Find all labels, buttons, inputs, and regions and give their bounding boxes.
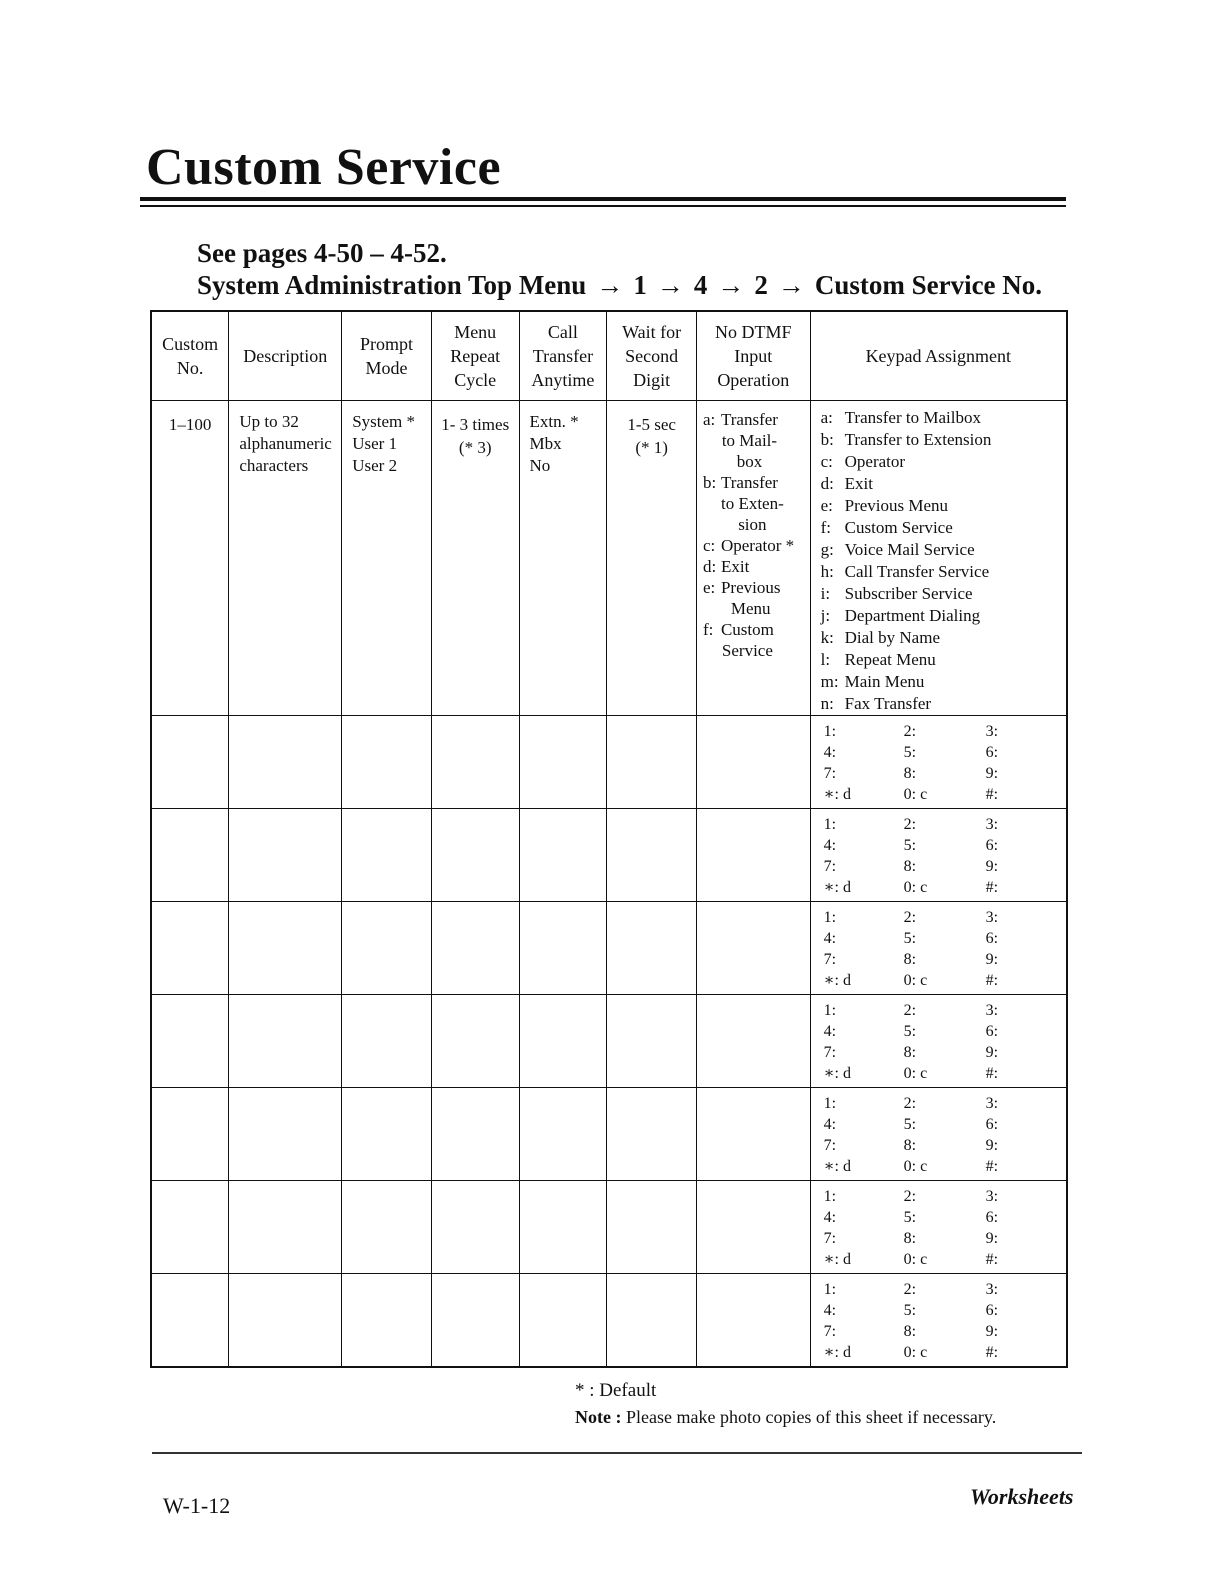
keypad-slot: 4: [823, 837, 837, 854]
keypad-option [821, 495, 1062, 517]
column-header-line: Wait for [622, 322, 682, 342]
blank-cell [607, 716, 697, 809]
keypad-option [821, 451, 1062, 473]
column-header-line: Keypad Assignment [865, 346, 1012, 366]
keypad-slot: 5: [903, 1209, 917, 1226]
page-number: W-1-12 [163, 1493, 231, 1518]
column-header-line: Operation [717, 370, 790, 390]
page-title: Custom Service [146, 139, 502, 196]
see-pages-reference: See pages 4-50 – 4-52. [197, 238, 447, 268]
blank-cell [431, 1088, 519, 1181]
keypad-slot: ∗: d [823, 972, 851, 989]
option-label [721, 535, 794, 556]
option-label-line: Previous [720, 578, 781, 597]
keypad-grid [812, 1182, 1065, 1272]
blank-cell [342, 1088, 432, 1181]
column-header-line: Cycle [454, 370, 497, 390]
option-key: f: [702, 620, 714, 639]
nav-step: System Administration Top Menu [197, 270, 587, 300]
keypad-slot: 2: [903, 1188, 917, 1205]
keypad-slot: 1: [823, 1095, 837, 1112]
option-label [721, 409, 778, 472]
option-key: f: [820, 518, 832, 537]
blank-cell [519, 1088, 607, 1181]
keypad-slot: #: [985, 1158, 999, 1175]
option-key: i: [820, 584, 831, 603]
nav-step: 1 [633, 270, 647, 300]
option-label: Call Transfer Service [844, 562, 990, 581]
keypad-slot: 6: [985, 1302, 999, 1319]
option-label-line: Exit [720, 557, 750, 576]
keypad-slot: 1: [823, 909, 837, 926]
keypad-option [821, 605, 1062, 627]
option-key: k: [820, 628, 834, 647]
cell-line: Up to 32 [239, 412, 299, 431]
blank-cell [431, 1274, 519, 1368]
arrow-icon: → [596, 270, 624, 300]
column-header-line: Description [243, 346, 328, 366]
option-key: a: [820, 408, 833, 427]
call-transfer-options [519, 401, 607, 716]
keypad-option [821, 649, 1062, 671]
keypad-slot: ∗: d [823, 1065, 851, 1082]
keypad-slot: 6: [985, 1209, 999, 1226]
keypad-slot: 0: c [903, 1251, 928, 1268]
keypad-slot: 8: [903, 1044, 917, 1061]
keypad-slot: 8: [903, 1323, 917, 1340]
option-label-line: Transfer [720, 410, 778, 429]
option-label: Exit [844, 474, 873, 493]
keypad-grid-cell [810, 716, 1067, 809]
column-header-line: Second [625, 346, 679, 366]
column-header-line: Transfer [532, 346, 594, 366]
keypad-slot: 9: [985, 951, 999, 968]
menu-navigation-path [197, 270, 1042, 301]
option-label-line: to Exten- [720, 494, 784, 513]
column-header [431, 311, 519, 401]
blank-cell [151, 1274, 229, 1368]
option-label: Operator [844, 452, 906, 471]
blank-cell [696, 809, 810, 902]
keypad-slot: 4: [823, 1023, 837, 1040]
blank-entry-row [151, 1181, 1067, 1274]
keypad-slot: 4: [823, 1209, 837, 1226]
keypad-slot: 7: [823, 858, 837, 875]
keypad-slot: 5: [903, 1302, 917, 1319]
option-label: Transfer to Extension [844, 430, 992, 449]
blank-entry-row [151, 902, 1067, 995]
column-header [519, 311, 607, 401]
blank-cell [229, 716, 342, 809]
no-dtmf-option [703, 619, 808, 661]
keypad-slot: 8: [903, 765, 917, 782]
cell-line: User 1 [352, 434, 398, 453]
keypad-slot: #: [985, 786, 999, 803]
blank-cell [696, 1274, 810, 1368]
option-label: Previous Menu [844, 496, 949, 515]
blank-cell [696, 1181, 810, 1274]
option-label-line: Menu [730, 599, 771, 618]
keypad-option [821, 561, 1062, 583]
option-key: e: [702, 578, 716, 597]
column-header [607, 311, 697, 401]
table-header-row [151, 311, 1067, 401]
keypad-slot: 5: [903, 744, 917, 761]
option-label-line: Operator * [720, 536, 795, 555]
cell-line: (* 1) [635, 438, 668, 457]
keypad-slot: 7: [823, 1323, 837, 1340]
keypad-option [821, 583, 1062, 605]
column-header [810, 311, 1067, 401]
column-header-line: Custom [162, 334, 219, 354]
keypad-slot: 9: [985, 858, 999, 875]
arrow-icon: → [777, 270, 805, 300]
blank-cell [431, 716, 519, 809]
cell-line: (* 3) [458, 438, 492, 457]
cell-line: 1- 3 times [441, 415, 510, 434]
option-key: d: [702, 557, 717, 576]
blank-cell [229, 995, 342, 1088]
keypad-slot: 4: [823, 744, 837, 761]
option-key: j: [820, 606, 831, 625]
keypad-slot: #: [985, 1065, 999, 1082]
column-header [342, 311, 432, 401]
keypad-grid [812, 903, 1065, 993]
wait-digit-options [607, 401, 697, 716]
cell-line: Mbx [529, 434, 562, 453]
keypad-slot: 2: [903, 909, 917, 926]
column-header-line: Digit [633, 370, 671, 390]
blank-cell [342, 1181, 432, 1274]
keypad-slot: 9: [985, 1323, 999, 1340]
blank-cell [607, 995, 697, 1088]
keypad-grid [812, 996, 1065, 1086]
blank-cell [519, 1274, 607, 1368]
keypad-slot: ∗: d [823, 879, 851, 896]
blank-entry-row [151, 809, 1067, 902]
option-key: c: [820, 452, 833, 471]
custom-no-range: 1–100 [151, 401, 229, 716]
option-label [721, 556, 749, 577]
keypad-grid-cell [810, 902, 1067, 995]
keypad-option [821, 407, 1062, 429]
keypad-slot: 7: [823, 951, 837, 968]
keypad-slot: 8: [903, 951, 917, 968]
option-label-line: box [736, 452, 763, 471]
keypad-slot: 1: [823, 723, 837, 740]
option-key: l: [820, 650, 831, 669]
keypad-option [821, 693, 1062, 715]
nav-step: 4 [693, 270, 708, 300]
blank-cell [607, 809, 697, 902]
blank-cell [519, 716, 607, 809]
keypad-slot: 3: [985, 1188, 999, 1205]
option-label-line: to Mail- [721, 431, 778, 450]
keypad-slot: 8: [903, 1230, 917, 1247]
keypad-slot: 9: [985, 1137, 999, 1154]
keypad-option [821, 429, 1062, 451]
blank-cell [696, 995, 810, 1088]
option-label: Department Dialing [844, 606, 981, 625]
keypad-slot: 5: [903, 1116, 917, 1133]
keypad-slot: ∗: d [823, 786, 851, 803]
keypad-option [821, 671, 1062, 693]
keypad-slot: 7: [823, 1044, 837, 1061]
blank-cell [229, 1181, 342, 1274]
description-spec [229, 401, 342, 716]
option-label: Repeat Menu [844, 650, 936, 669]
blank-cell [519, 995, 607, 1088]
keypad-slot: 3: [985, 816, 999, 833]
no-dtmf-option [703, 409, 808, 472]
column-header-line: Anytime [531, 370, 595, 390]
blank-cell [151, 1181, 229, 1274]
keypad-slot: 2: [903, 816, 917, 833]
keypad-slot: 0: c [903, 786, 928, 803]
option-label: Voice Mail Service [844, 540, 975, 559]
option-label [721, 472, 784, 535]
column-header-line: No DTMF [715, 322, 792, 342]
keypad-slot: 5: [903, 837, 917, 854]
blank-cell [607, 1181, 697, 1274]
keypad-grid-cell [810, 1274, 1067, 1368]
keypad-slot: 1: [823, 1188, 837, 1205]
blank-cell [342, 1274, 432, 1368]
column-header [151, 311, 229, 401]
cell-line: System * [352, 412, 416, 431]
keypad-option [821, 517, 1062, 539]
no-dtmf-options [696, 401, 810, 716]
cell-line: alphanumeric [239, 434, 332, 453]
keypad-option [821, 539, 1062, 561]
column-header [696, 311, 810, 401]
blank-cell [607, 902, 697, 995]
arrow-icon: → [656, 270, 684, 300]
keypad-grid-cell [810, 809, 1067, 902]
keypad-grid-cell [810, 995, 1067, 1088]
column-header-line: Prompt [360, 334, 414, 354]
keypad-slot: 4: [823, 930, 837, 947]
keypad-slot: 9: [985, 1230, 999, 1247]
option-label [721, 577, 781, 619]
keypad-slot: #: [985, 1251, 999, 1268]
blank-cell [151, 716, 229, 809]
keypad-slot: 6: [985, 744, 999, 761]
keypad-slot: 1: [823, 1281, 837, 1298]
blank-cell [431, 995, 519, 1088]
keypad-slot: 7: [823, 765, 837, 782]
blank-cell [342, 902, 432, 995]
keypad-slot: 6: [985, 1023, 999, 1040]
option-label: Subscriber Service [844, 584, 973, 603]
keypad-slot: 2: [903, 1002, 917, 1019]
keypad-slot: 0: c [903, 1158, 928, 1175]
blank-cell [431, 1181, 519, 1274]
option-label: Fax Transfer [844, 694, 932, 713]
keypad-slot: 0: c [903, 879, 928, 896]
keypad-slot: 1: [823, 816, 837, 833]
column-header [229, 311, 342, 401]
keypad-slot: 2: [903, 723, 917, 740]
blank-cell [519, 809, 607, 902]
option-key: n: [820, 694, 834, 713]
column-header-line: No. [176, 358, 204, 378]
default-legend: * : Default [575, 1380, 657, 1401]
keypad-option [821, 627, 1062, 649]
option-key: c: [702, 536, 716, 555]
option-label-line: sion [738, 515, 767, 534]
keypad-slot: 9: [985, 1044, 999, 1061]
option-label: Transfer to Mailbox [844, 408, 981, 427]
column-header-line: Mode [365, 358, 408, 378]
keypad-grid [812, 1275, 1065, 1365]
custom-service-table [150, 310, 1068, 1368]
cell-line: No [529, 456, 551, 475]
option-label: Dial by Name [844, 628, 940, 647]
blank-cell [696, 716, 810, 809]
keypad-slot: 7: [823, 1137, 837, 1154]
keypad-slot: 8: [903, 858, 917, 875]
cell-line: characters [239, 456, 309, 475]
keypad-slot: 0: c [903, 972, 928, 989]
blank-cell [229, 1274, 342, 1368]
keypad-slot: 3: [985, 1281, 999, 1298]
keypad-slot: 7: [823, 1230, 837, 1247]
blank-cell [151, 809, 229, 902]
blank-cell [342, 809, 432, 902]
option-key: a: [702, 410, 716, 429]
keypad-slot: 3: [985, 1095, 999, 1112]
keypad-slot: 2: [903, 1095, 917, 1112]
blank-cell [607, 1274, 697, 1368]
keypad-slot: 9: [985, 765, 999, 782]
keypad-slot: 4: [823, 1302, 837, 1319]
note-label: Note : [575, 1407, 622, 1427]
blank-cell [431, 902, 519, 995]
title-rule-thick [140, 197, 1066, 201]
no-dtmf-option [703, 472, 808, 535]
blank-entry-row [151, 716, 1067, 809]
cell-line: 1-5 sec [627, 415, 676, 434]
option-key: d: [820, 474, 834, 493]
section-name: Worksheets [970, 1484, 1074, 1509]
option-key: h: [820, 562, 834, 581]
keypad-options-list [810, 401, 1067, 716]
blank-cell [431, 809, 519, 902]
keypad-slot: 4: [823, 1116, 837, 1133]
blank-entry-row [151, 1088, 1067, 1181]
nav-step: Custom Service No. [814, 270, 1043, 300]
option-key: m: [820, 672, 839, 691]
keypad-slot: 5: [903, 1023, 917, 1040]
option-key: b: [702, 473, 717, 492]
keypad-grid [812, 1089, 1065, 1179]
keypad-slot: ∗: d [823, 1158, 851, 1175]
footer-rule [152, 1452, 1082, 1454]
no-dtmf-option [703, 535, 808, 556]
option-label: Main Menu [844, 672, 925, 691]
no-dtmf-option [703, 556, 808, 577]
blank-cell [696, 1088, 810, 1181]
keypad-slot: 2: [903, 1281, 917, 1298]
keypad-slot: 3: [985, 723, 999, 740]
blank-entry-row [151, 1274, 1067, 1368]
column-header-line: Call [547, 322, 578, 342]
cell-line: Extn. * [529, 412, 579, 431]
blank-cell [151, 995, 229, 1088]
keypad-slot: 6: [985, 1116, 999, 1133]
keypad-slot: 8: [903, 1137, 917, 1154]
keypad-slot: ∗: d [823, 1251, 851, 1268]
keypad-slot: #: [985, 972, 999, 989]
example-row [151, 401, 1067, 716]
blank-cell [519, 1181, 607, 1274]
keypad-slot: 3: [985, 909, 999, 926]
prompt-mode-options [342, 401, 432, 716]
blank-cell [229, 902, 342, 995]
option-label-line: Service [721, 641, 773, 660]
blank-cell [607, 1088, 697, 1181]
keypad-slot: 5: [903, 930, 917, 947]
note-text: Please make photo copies of this sheet if necessary. [625, 1407, 997, 1427]
blank-cell [519, 902, 607, 995]
option-label: Custom Service [844, 518, 953, 537]
keypad-grid-cell [810, 1088, 1067, 1181]
keypad-slot: #: [985, 879, 999, 896]
cell-line: User 2 [352, 456, 398, 475]
keypad-option [821, 473, 1062, 495]
arrow-icon: → [717, 270, 745, 300]
option-label-line: Transfer [720, 473, 778, 492]
keypad-slot: 1: [823, 1002, 837, 1019]
nav-step: 2 [754, 270, 768, 300]
blank-cell [342, 995, 432, 1088]
keypad-slot: 6: [985, 930, 999, 947]
keypad-slot: 3: [985, 1002, 999, 1019]
keypad-slot: 0: c [903, 1065, 928, 1082]
keypad-grid-cell [810, 1181, 1067, 1274]
blank-cell [229, 1088, 342, 1181]
keypad-grid [812, 717, 1065, 807]
option-key: b: [820, 430, 834, 449]
keypad-slot: 0: c [903, 1344, 928, 1361]
blank-cell [151, 902, 229, 995]
blank-cell [229, 809, 342, 902]
option-key: g: [820, 540, 834, 559]
option-label [721, 619, 774, 661]
title-rule-thin [140, 205, 1066, 207]
blank-cell [151, 1088, 229, 1181]
keypad-slot: 6: [985, 837, 999, 854]
menu-repeat-options [431, 401, 519, 716]
note [575, 1407, 996, 1428]
option-label-line: Custom [720, 620, 774, 639]
no-dtmf-option [703, 577, 808, 619]
blank-entry-row [151, 995, 1067, 1088]
keypad-slot: ∗: d [823, 1344, 851, 1361]
column-header-line: Repeat [450, 346, 501, 366]
option-key: e: [820, 496, 833, 515]
blank-cell [342, 716, 432, 809]
keypad-grid [812, 810, 1065, 900]
column-header-line: Input [734, 346, 773, 366]
blank-cell [696, 902, 810, 995]
column-header-line: Menu [454, 322, 497, 342]
keypad-slot: #: [985, 1344, 999, 1361]
